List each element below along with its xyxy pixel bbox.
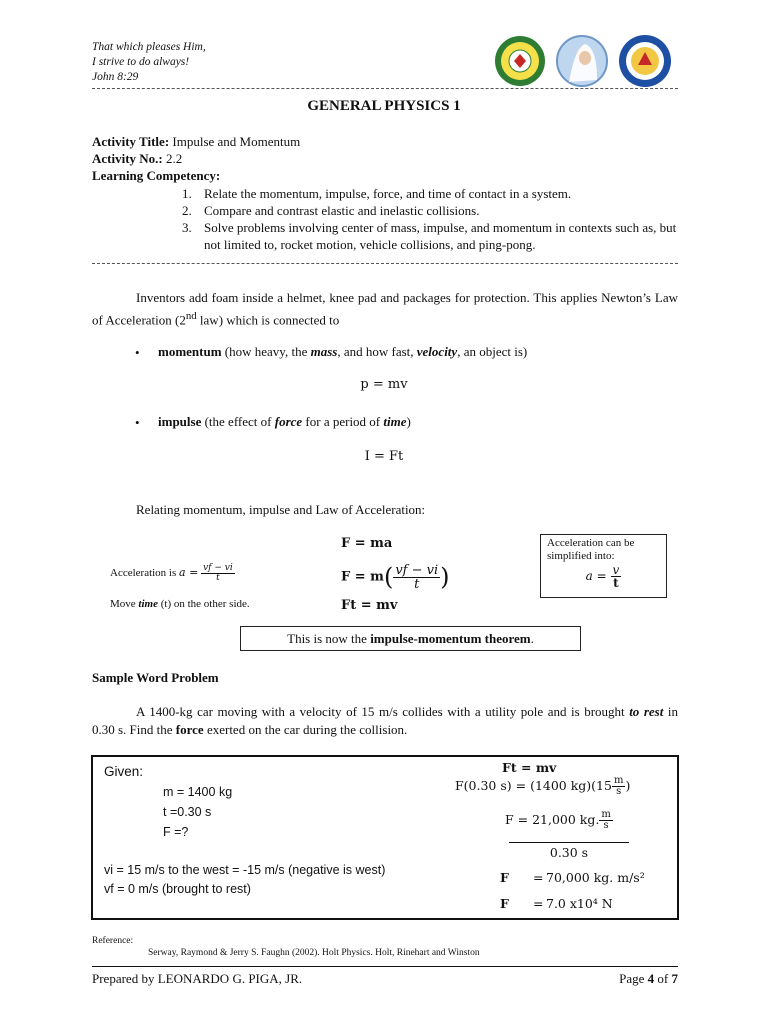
- step-3-divider: [509, 842, 629, 843]
- fraction-denominator: t: [216, 573, 220, 583]
- step-3-denominator: 0.30 s: [549, 845, 589, 860]
- header-divider: [92, 88, 678, 89]
- page-total: 7: [671, 971, 678, 986]
- intro-text-b: law) which is connected to: [196, 312, 340, 328]
- step-3-text: F = 21,000 kg.: [505, 812, 600, 827]
- activity-title-line: [92, 133, 300, 150]
- step-2-close: ): [625, 778, 631, 793]
- momentum-formula: p = mv: [360, 377, 408, 392]
- given-label: Given:: [104, 764, 144, 779]
- bullet-text: , and how fast,: [337, 344, 417, 359]
- bullet-term: impulse: [158, 414, 202, 429]
- side-box-formula: [547, 564, 660, 589]
- solution-step-1: Ft = mv: [502, 760, 557, 775]
- school-seal-icon: [495, 36, 545, 86]
- fraction-numerator: vf − vi: [203, 563, 233, 573]
- bullet-emphasis: mass: [310, 344, 338, 359]
- move-text-a: Move: [110, 598, 139, 610]
- move-emphasis: time: [138, 598, 158, 610]
- bullet-emphasis: force: [274, 414, 303, 429]
- side-box-line-1: Acceleration can be: [547, 537, 635, 549]
- step-5-value: 7.0 x10⁴ N: [546, 896, 613, 911]
- relating-heading: Relating momentum, impulse and Law of Acceleration:: [136, 502, 426, 517]
- list-item-number: 1.: [182, 186, 192, 201]
- step-5-equals: =: [533, 896, 544, 911]
- bullet-emphasis: time: [383, 414, 407, 429]
- bullet-momentum: [158, 344, 527, 360]
- bullet-text: for a period of: [302, 414, 384, 429]
- acceleration-fraction: [201, 564, 235, 583]
- solution-step-2: [455, 776, 630, 797]
- theorem-text-c: .: [530, 631, 534, 646]
- step-4-equals: =: [533, 870, 544, 885]
- list-item: [182, 185, 678, 202]
- equation-fraction: [393, 564, 440, 591]
- equation-left: F = m: [341, 569, 384, 585]
- footer-page-number: [560, 971, 678, 987]
- list-item: [182, 202, 678, 219]
- activity-no-line: [92, 150, 182, 167]
- problem-text-a: A 1400-kg car moving with a velocity of 15 m/s collides with a utility pole and is brought: [136, 704, 630, 719]
- activity-no-label: Activity No.:: [92, 151, 163, 166]
- sample-heading: Sample Word Problem: [92, 670, 219, 685]
- theorem-text-a: This is now the: [287, 631, 371, 646]
- reference-label: Reference:: [92, 936, 134, 946]
- problem-text-c: exerted on the car during the collision.: [203, 722, 408, 737]
- motto: [92, 40, 206, 85]
- list-item-text: Compare and contrast elastic and inelastic collisions.: [204, 203, 480, 218]
- acceleration-definition: [110, 564, 235, 583]
- bullet-dot-icon: •: [135, 415, 140, 430]
- fraction-numerator: vf − vi: [395, 562, 439, 578]
- virgin-mary-icon: [557, 36, 607, 86]
- bullet-impulse: [158, 414, 411, 430]
- fraction-denominator: t: [613, 576, 619, 590]
- theorem-text-b: impulse-momentum theorem: [370, 631, 531, 646]
- problem-text-b: in 0.30 s. Find the: [92, 704, 678, 737]
- step-4-value: 70,000 kg. m/s²: [546, 870, 645, 885]
- step-3-fraction: [599, 810, 612, 831]
- side-box-line-2: simplified into:: [547, 550, 615, 562]
- page-title: GENERAL PHYSICS 1: [307, 98, 461, 114]
- given-initial-velocity: vi = 15 m/s to the west = -15 m/s (negative is west): [104, 863, 386, 877]
- impulse-formula: I = Ft: [364, 449, 404, 464]
- activity-title-label: Activity Title:: [92, 134, 170, 149]
- acceleration-var: a =: [179, 566, 199, 580]
- problem-bold: force: [175, 722, 204, 737]
- intro-text-a: Inventors add foam inside a helmet, knee pad and packages for protection. This applies Newton’s Law of Acceleration (2: [92, 290, 678, 328]
- theorem-box: [240, 626, 581, 651]
- motto-line-3: John 8:29: [92, 71, 139, 83]
- bullet-text: , an object is): [457, 344, 528, 359]
- fraction-numerator: m: [601, 809, 611, 820]
- given-final-velocity: vf = 0 m/s (brought to rest): [104, 882, 251, 896]
- header-logos: [494, 34, 678, 88]
- step-2-fraction: [612, 776, 625, 797]
- motto-line-2: I strive to do always!: [92, 56, 190, 68]
- bullet-dot-icon: •: [135, 345, 140, 360]
- page-of: of: [654, 971, 672, 986]
- fraction-numerator: m: [613, 775, 624, 786]
- activity-title-value: Impulse and Momentum: [172, 134, 301, 149]
- fraction-numerator: v: [612, 563, 620, 577]
- activity-no-value: 2.2: [166, 151, 183, 166]
- step-2-text: F(0.30 s) = (1400 kg)(15: [455, 778, 612, 793]
- step-5-force: F: [500, 896, 509, 911]
- intro-paragraph: [92, 289, 678, 329]
- move-text-b: (t) on the other side.: [157, 598, 250, 610]
- fraction-denominator: s: [603, 820, 609, 831]
- equation-ft-mv: Ft = mv: [341, 598, 398, 613]
- bullet-term: momentum: [158, 344, 222, 359]
- side-var: a =: [585, 569, 607, 583]
- list-item-number: 2.: [182, 203, 192, 218]
- acceleration-label: Acceleration is: [110, 567, 180, 580]
- page-text: Page: [619, 971, 648, 986]
- step-4-force: F: [500, 870, 509, 885]
- motto-line-1: That which pleases Him,: [92, 41, 206, 53]
- problem-emphasis: to rest: [629, 704, 664, 719]
- competency-label: Learning Competency:: [92, 168, 221, 183]
- acceleration-side-box: [540, 534, 667, 598]
- problem-statement: [92, 703, 678, 739]
- deped-seal-icon: [619, 35, 671, 87]
- list-item-text: Solve problems involving center of mass, impulse, and momentum in contexts such as, but not limited to, rocket motion, vehicle collisions, and ping-pong.: [204, 220, 677, 252]
- solution-step-3: [505, 810, 613, 831]
- given-time: t =0.30 s: [163, 805, 212, 819]
- list-item-number: 3.: [182, 220, 192, 235]
- move-time-note: [110, 598, 250, 610]
- side-fraction: [611, 564, 622, 589]
- list-item-text: Relate the momentum, impulse, force, and time of contact in a system.: [204, 186, 572, 201]
- equation-f-m-fraction: F = m( $\frac{vf - vi}{t}$ ): [341, 562, 450, 592]
- reference-text: Serway, Raymond & Jerry S. Faughn (2002). Holt Physics. Holt, Rinehart and Winston: [148, 948, 480, 958]
- bullet-text: ): [406, 414, 411, 429]
- fraction-denominator: t: [414, 576, 420, 592]
- equation-f-ma: F = ma: [341, 536, 393, 551]
- footer-prepared-by: Prepared by LEONARDO G. PIGA, JR.: [92, 971, 303, 986]
- section-divider: [92, 263, 678, 264]
- bullet-text: (how heavy, the: [221, 344, 311, 359]
- list-item: [182, 219, 678, 253]
- given-force: F =?: [163, 825, 189, 839]
- given-mass: m = 1400 kg: [163, 785, 233, 799]
- competency-list: [182, 185, 678, 253]
- footer-divider: [92, 966, 678, 967]
- bullet-text: (the effect of: [201, 414, 275, 429]
- fraction-denominator: s: [616, 786, 622, 797]
- intro-superscript: nd: [185, 310, 197, 322]
- page-current: 4: [647, 971, 655, 986]
- bullet-emphasis: velocity: [416, 344, 458, 359]
